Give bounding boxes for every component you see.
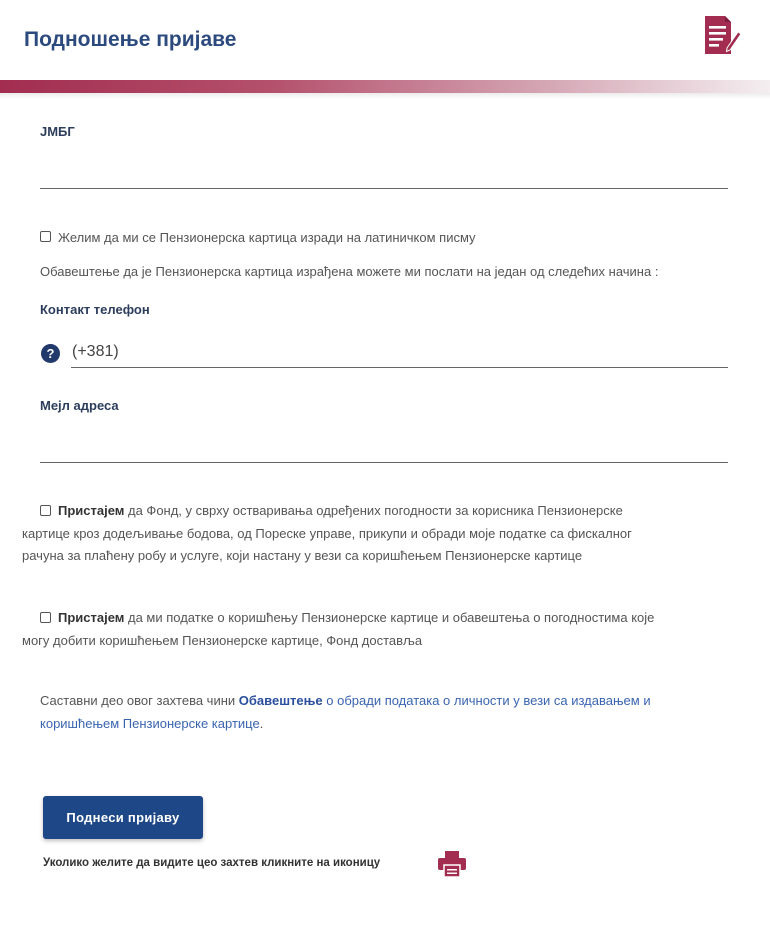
latin-script-checkbox-label: Желим да ми се Пензионерска картица изради на латиничком писму: [58, 230, 476, 245]
jmbg-input[interactable]: [40, 188, 728, 189]
consent-fiscal-bold: Пристајем: [58, 503, 125, 518]
privacy-notice: [40, 690, 720, 735]
consent-fiscal-line3: рачуна за плаћену робу и услуге, који настану у вези са коришћењем Пензионерске картице: [22, 548, 583, 563]
consent-notifications-text: [22, 607, 705, 652]
printer-icon[interactable]: [437, 850, 467, 878]
consent-fiscal-line1: да Фонд, у сврху остваривања одређених погодности за корисника Пензионерске: [124, 503, 623, 518]
phone-prefix: (+381): [72, 343, 119, 360]
phone-input[interactable]: [71, 367, 728, 368]
notification-info-text: Обавештење да је Пензионерска картица израђена можете ми послати на један од следећих начина :: [40, 264, 659, 279]
consent-notifications-line1: да ми податке о коришћењу Пензионерске картице и обавештења о погодностима које: [124, 610, 655, 625]
consent-fiscal-text: [22, 500, 705, 568]
consent-notifications-line2: могу добити коришћењем Пензионерске картице, Фонд доставља: [22, 632, 423, 648]
submit-button[interactable]: Поднеси пријаву: [43, 796, 203, 839]
header-shadow: [0, 93, 770, 99]
consent-fiscal-line2: картице кроз додељивање бодова, од Пореске управе, прикупи и обради моје податке са фискалног: [22, 525, 632, 541]
jmbg-label: ЈМБГ: [40, 124, 75, 139]
privacy-notice-link[interactable]: Обавештење: [238, 693, 323, 708]
privacy-notice-link-rest1[interactable]: о обради података о личности у вези са издавањем и: [322, 693, 651, 708]
email-input[interactable]: [40, 462, 728, 463]
print-hint-text: Уколико желите да видите цео захтев кликните на иконицу: [43, 857, 381, 869]
latin-script-checkbox[interactable]: [40, 231, 51, 242]
document-edit-icon: [701, 14, 741, 56]
privacy-notice-prefix: Саставни део овог захтева чини: [40, 693, 239, 708]
page-title: Подношење пријаве: [24, 28, 237, 51]
email-label: Мејл адреса: [40, 398, 119, 413]
privacy-notice-suffix: .: [259, 715, 264, 731]
question-icon[interactable]: ?: [41, 344, 60, 363]
page-header: [0, 0, 770, 80]
header-accent-bar: [0, 80, 770, 93]
phone-label: Контакт телефон: [40, 302, 150, 317]
consent-notifications-bold: Пристајем: [58, 610, 125, 625]
privacy-notice-link-rest2[interactable]: коришћењем Пензионерске картице: [40, 715, 260, 731]
